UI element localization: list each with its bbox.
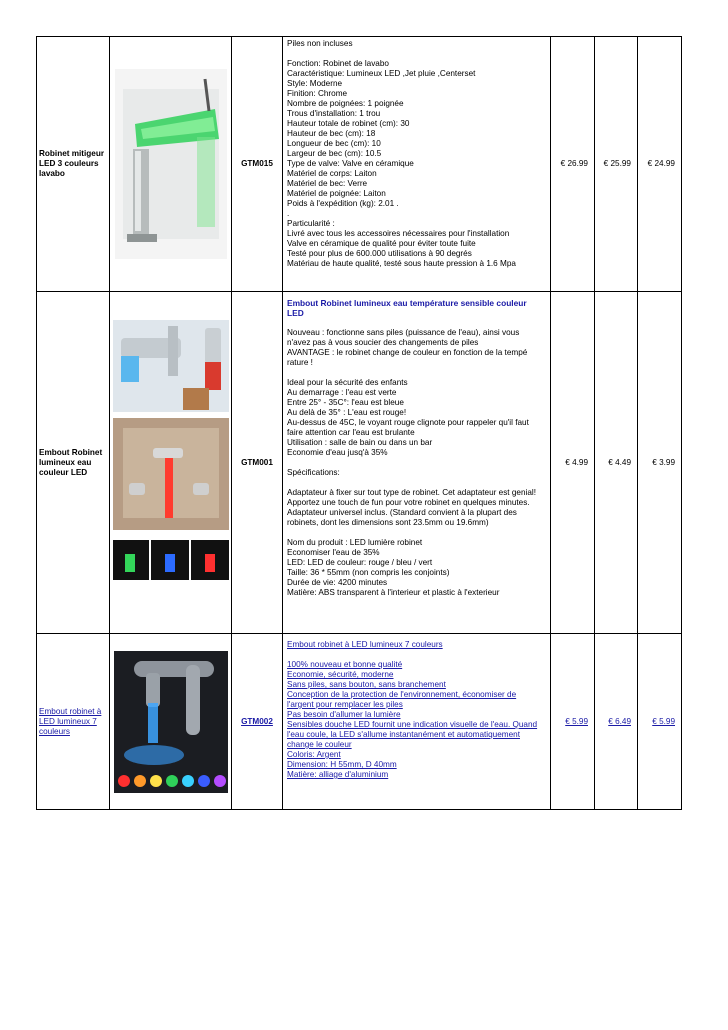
price-3-link[interactable]: € 5.99	[638, 634, 682, 810]
description-link[interactable]: Economie, sécurité, moderne	[287, 670, 394, 679]
description-link[interactable]: Embout robinet à LED lumineux 7 couleurs	[287, 640, 443, 649]
description-link[interactable]: Sans piles, sans bouton, sans branchement	[287, 680, 446, 689]
product-name-cell: Robinet mitigeur LED 3 couleurs lavabo	[37, 37, 110, 292]
product-image-cell	[110, 634, 232, 810]
table-row	[37, 292, 682, 634]
led-tap-adapter-image	[113, 318, 229, 608]
description-link[interactable]: l'eau coule, la LED s'allume instantanément et automatiquement	[287, 730, 520, 739]
product-table	[36, 36, 682, 810]
product-title: Embout Robinet lumineux eau température sensible couleur	[287, 298, 527, 308]
description-link[interactable]: Pas besoin d'allumer la lumière	[287, 710, 401, 719]
product-name-link[interactable]: Embout robinet à LED lumineux 7 couleurs	[37, 634, 110, 810]
product-description	[283, 634, 551, 810]
product-code: GTM001	[232, 292, 283, 634]
price-1: € 4.99	[551, 292, 595, 634]
led-7-colours-image	[114, 651, 228, 793]
description-link[interactable]: Dimension: H 55mm, D 40mm	[287, 760, 397, 769]
price-1: € 26.99	[551, 37, 595, 292]
description-link[interactable]: Matière: alliage d'aluminium	[287, 770, 389, 779]
price-3: € 24.99	[638, 37, 682, 292]
description-link[interactable]: Coloris: Argent	[287, 750, 341, 759]
description-link[interactable]: change le couleur	[287, 740, 352, 749]
product-table-page	[36, 36, 681, 810]
table-row	[37, 634, 682, 810]
product-code-link[interactable]: GTM002	[232, 634, 283, 810]
product-description: Piles non incluses Fonction: Robinet de lavabo Caractéristique: Lumineux LED ,Jet pluie ,Centerset Style: Moderne Finition: Chrome Nombre de poignées: 1 poignée Trous d'installation: 1 trou Hauteur totale de robinet (cm): 30 Hauteur de bec (cm): 18 Longueur de bec (cm): 10 Largeur de bec (cm): 10.5 Type de valve: Valve en céramique Matériel de corps: Laiton Matériel de bec: Verre Matériel de poignée: Laiton Poids à l'expédition (kg): 2.01 . . Particularité : Livré avec tous les accessoires nécessaires pour l'installation Valve en céramique de qualité pour éviter toute fuite Testé pour plus de 600.000 utilisations à 90 degrés Matériau de haute qualité, testé sous haute pression à 1.6 Mpa	[283, 37, 551, 292]
product-image-cell	[110, 292, 232, 634]
price-2: € 25.99	[595, 37, 638, 292]
description-link[interactable]: l'argent pour remplacer les piles	[287, 700, 403, 709]
price-1-link[interactable]: € 5.99	[551, 634, 595, 810]
price-2: € 4.49	[595, 292, 638, 634]
description-link[interactable]: 100% nouveau et bonne qualité	[287, 660, 403, 669]
description-link[interactable]: Conception de la protection de l'environnement, économiser de	[287, 690, 517, 699]
price-3: € 3.99	[638, 292, 682, 634]
led-faucet-image	[115, 69, 227, 259]
product-name-cell: Embout Robinet lumineux eau couleur LED	[37, 292, 110, 634]
description-link[interactable]: Sensibles douche LED fournit une indication visuelle de l'eau. Quand	[287, 720, 538, 729]
product-code: GTM015	[232, 37, 283, 292]
table-row	[37, 37, 682, 292]
product-image-cell	[110, 37, 232, 292]
product-description: Embout Robinet lumineux eau température sensible couleur LED Nouveau : fonctionne sans piles (puissance de l'eau), ainsi vous n'avez pas à vous soucier des changements de piles AVANTAGE : le robinet change de couleur en fonction de la tempé rature ! Ideal pour la sécurité des enfants Au demarrage : l'eau est verte Entre 25° - 35C°: l'eau est bleue Au delà de 35° : L'eau est rouge! Au-dessus de 45C, le voyant rouge clignote pour rappeler qu'il faut faire attention car l'eau est brulante Utilisation : salle de bain ou dans un bar Economie d'eau jusq'à 35% Spécifications: Adaptateur à fixer sur tout type de robinet. Cet adaptateur est genial! Apportez une touch de fun pour votre robinet en quelques minutes. Adaptateur universel inclus. (Standard convient à la plupart des robinets, dont les dimensions sont 23.5mm ou 19.6mm) Nom du produit : LED lumière robinet Economiser l'eau de 35% LED: LED de couleur: rouge / bleu / vert Taille: 36 * 55mm (non compris les conjoints) Durée de vie: 4200 minutes Matière: ABS transparent à l'interieur et plastic à l'exterieur	[283, 292, 551, 634]
price-2-link[interactable]: € 6.49	[595, 634, 638, 810]
